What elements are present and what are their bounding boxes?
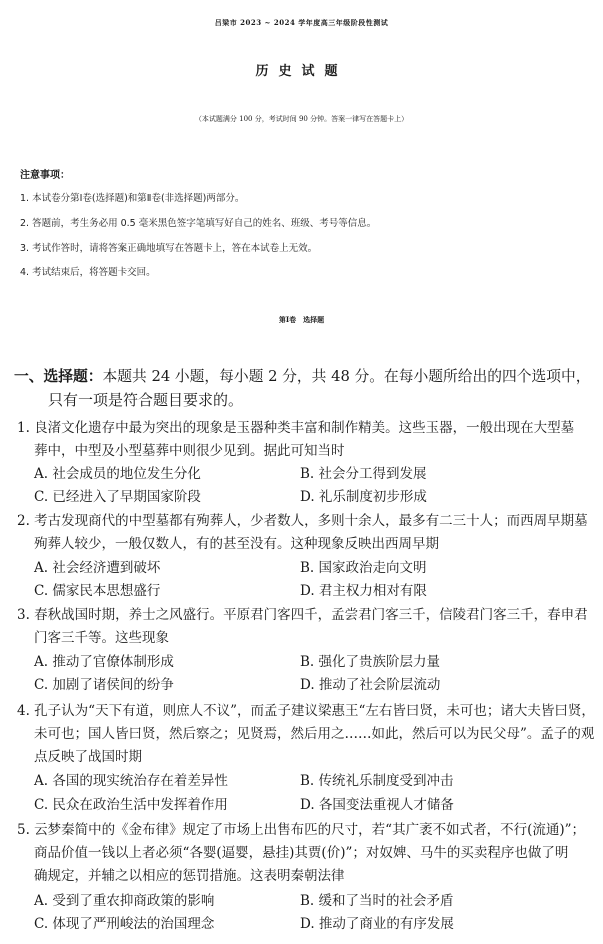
question-2-option-c: C. 儒家民本思想盛行 — [34, 583, 161, 599]
question-5-option-b: B. 缓和了当时的社会矛盾 — [300, 893, 454, 909]
question-4-option-b: B. 传统礼乐制度受到冲击 — [300, 773, 454, 789]
question-2-option-d: D. 君主权力相对有限 — [300, 583, 427, 599]
note-item: 1. 本试卷分第Ⅰ卷(选择题)和第Ⅱ卷(非选择题)两部分。 — [20, 193, 245, 204]
question-1-option-a: A. 社会成员的地位发生分化 — [34, 466, 201, 482]
question-5-stem: 确规定，并辅之以相应的惩罚措施。这表明秦朝法律 — [34, 868, 345, 884]
question-2-option-a: A. 社会经济遭到破坏 — [34, 560, 161, 576]
question-1-option-d: D. 礼乐制度初步形成 — [300, 489, 427, 505]
note-item: 2. 答题前，考生务必用 0.5 毫米黑色签字笔填写好自己的姓名、班级、考号等信息。 — [20, 218, 377, 229]
question-4-option-d: D. 各国变法重视人才储备 — [300, 797, 454, 813]
question-4-stem: 点反映了战国时期 — [34, 749, 142, 765]
question-4-option-c: C. 民众在政治生活中发挥着作用 — [34, 797, 228, 813]
question-3-option-d: D. 推动了社会阶层流动 — [300, 677, 441, 693]
question-2-stem: 2. 考古发现商代的中型墓都有殉葬人，少者数人，多则十余人，最多有二三十人；而西周早期墓 — [17, 513, 588, 529]
question-2-option-b: B. 国家政治走向文明 — [300, 560, 427, 576]
exam-instructions: （本试题满分 100 分，考试时间 90 分钟。答案一律写在答题卡上） — [194, 115, 409, 123]
question-3-option-b: B. 强化了贵族阶层力量 — [300, 654, 441, 670]
part-line-2: 只有一项是符合题目要求的。 — [48, 391, 244, 409]
question-1-option-c: C. 已经进入了早期国家阶段 — [34, 489, 201, 505]
exam-title: 吕梁市 2023 ~ 2024 学年度高三年级阶段性测试 — [214, 18, 389, 27]
question-3-option-a: A. 推动了官僚体制形成 — [34, 654, 174, 670]
question-3-stem: 门客三千等。这些现象 — [34, 630, 169, 646]
question-5-stem: 5. 云梦秦简中的《金布律》规定了市场上出售布匹的尺寸，若“其广袤不如式者，不行(流通)”； — [17, 822, 586, 838]
question-5-option-c: C. 体现了严刑峻法的治国理念 — [34, 916, 215, 932]
question-2-stem: 殉葬人较少，一般仅数人，有的甚至没有。这种现象反映出西周早期 — [34, 536, 439, 552]
question-3-option-c: C. 加剧了诸侯间的纷争 — [34, 677, 174, 693]
question-3-stem: 3. 春秋战国时期，养士之风盛行。平原君门客四千，孟尝君门客三千，信陵君门客三千，春申君 — [17, 607, 588, 623]
section-title: 第Ⅰ卷 选择题 — [278, 315, 325, 324]
note-item: 4. 考试结束后，将答题卡交回。 — [20, 267, 156, 278]
question-5-option-d: D. 推动了商业的有序发展 — [300, 916, 454, 932]
question-5-option-a: A. 受到了重农抑商政策的影响 — [34, 893, 215, 909]
question-4-stem: 未可也；国人皆曰贤，然后察之；见贤焉，然后用之……如此，然后可以为民父母”。孟子的观 — [34, 726, 595, 742]
part-line-1: 本题共 24 小题，每小题 2 分，共 48 分。在每小题所给出的四个选项中， — [102, 368, 591, 385]
part-instructions — [14, 365, 591, 386]
question-5-stem: 商品价值一钱以上者必须“各婴(逼婴，悬挂)其贾(价)”；对奴婢、马牛的买卖程序也做了明 — [34, 845, 569, 861]
question-1-stem: 1. 良渚文化遗存中最为突出的现象是玉器种类丰富和制作精美。这些玉器，一般出现在大型墓 — [17, 420, 575, 436]
subject-title: 历史试题 — [255, 64, 348, 79]
note-item: 3. 考试作答时，请将答案正确地填写在答题卡上，答在本试卷上无效。 — [20, 243, 318, 254]
question-4-stem: 4. 孔子认为“天下有道，则庶人不议”，而孟子建议梁惠王“左右皆曰贤，未可也；诸大夫皆曰贤， — [17, 703, 595, 719]
question-4-option-a: A. 各国的现实统治存在着差异性 — [34, 773, 228, 789]
notes-heading: 注意事项： — [20, 170, 70, 181]
question-1-option-b: B. 社会分工得到发展 — [300, 466, 427, 482]
part-label: 一、选择题： — [14, 368, 103, 385]
question-1-stem: 葬中，中型及小型墓葬中则很少见到。据此可知当时 — [34, 443, 345, 459]
